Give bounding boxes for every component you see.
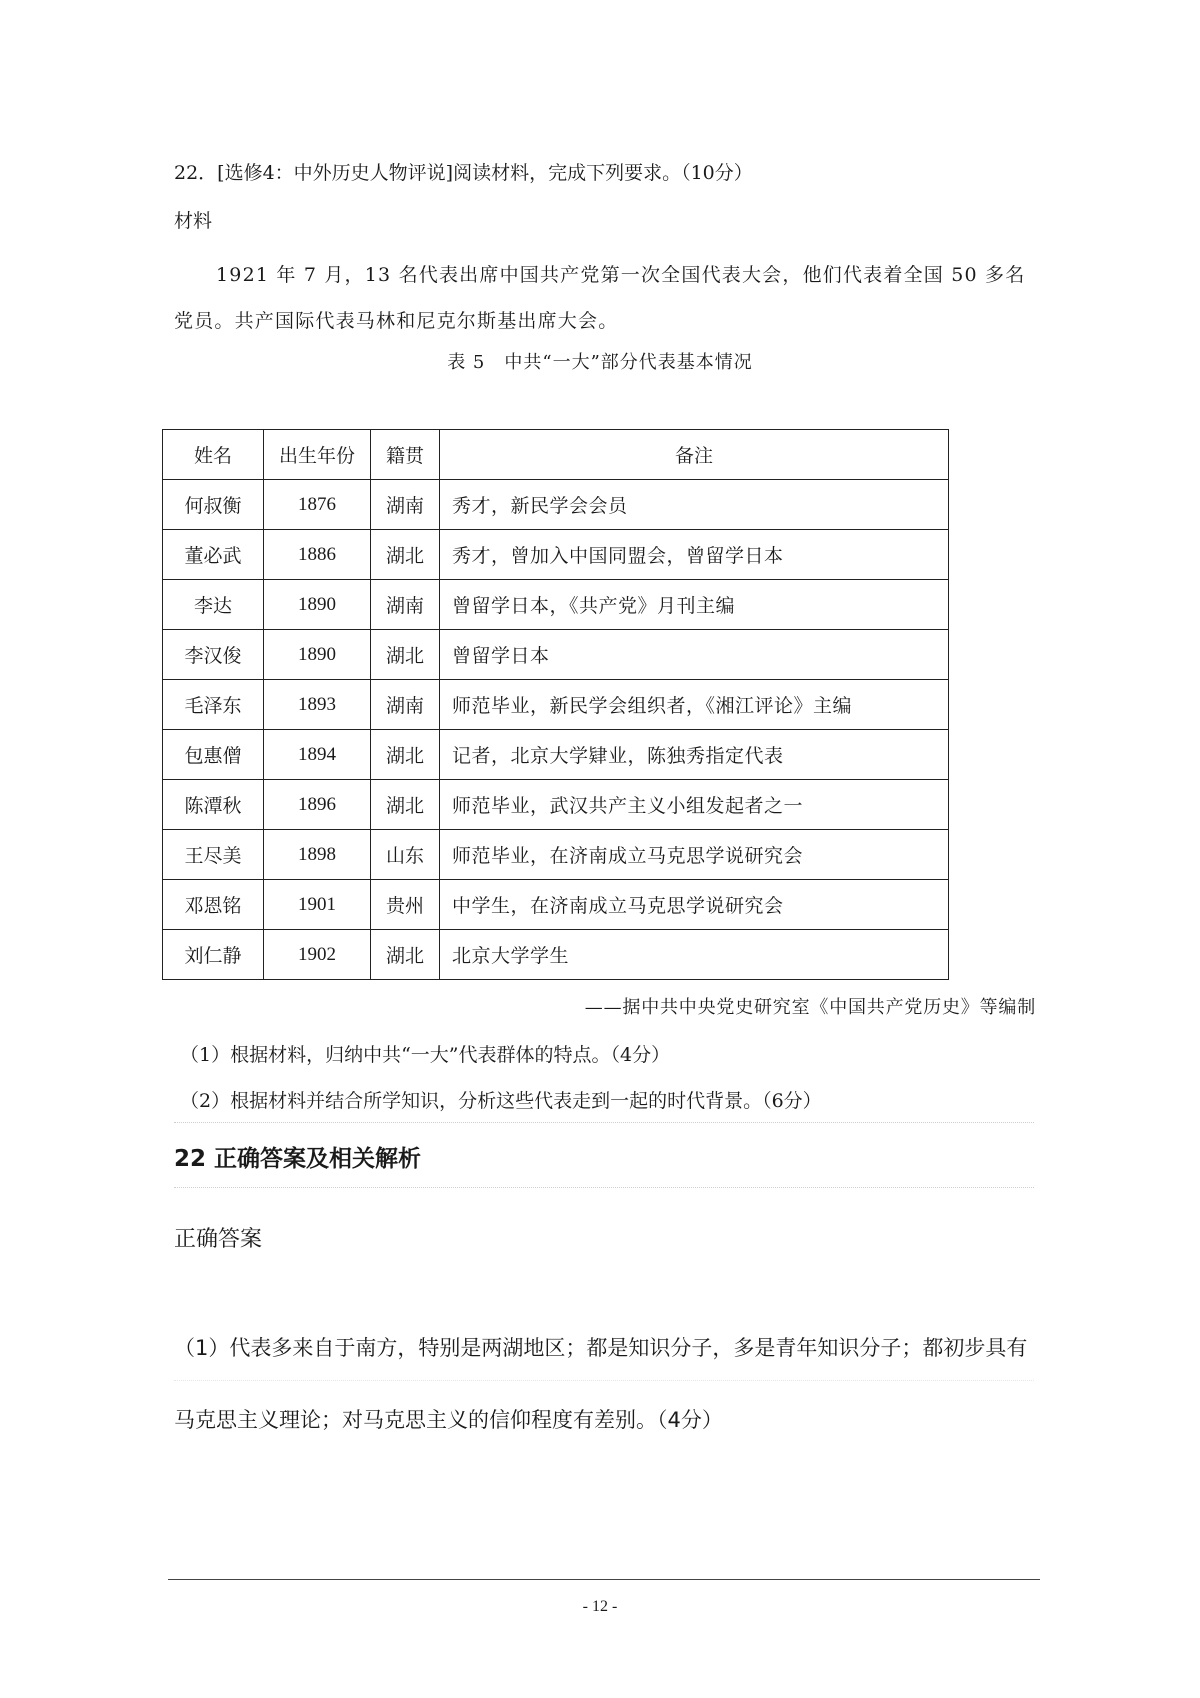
answer-heading: 22 正确答案及相关解析 [174, 1146, 422, 1172]
representatives-table [162, 429, 949, 980]
material-intro: 1921 年 7 月，13 名代表出席中国共产党第一次全国代表大会，他们代表着全国 50 多名党员。共产国际代表马林和尼克尔斯基出席大会。 [174, 264, 1026, 332]
cell-birth-year: 1898 [264, 830, 371, 880]
cell-native-place: 湖北 [371, 630, 440, 680]
answer-label: 正确答案 [174, 1227, 263, 1252]
cell-name: 包惠僧 [163, 730, 264, 780]
table-row [163, 730, 949, 780]
table-source: ——据中共中央党史研究室《中国共产党历史》等编制 [584, 997, 1036, 1018]
cell-name: 李达 [163, 580, 264, 630]
footer-rule [168, 1579, 1040, 1580]
cell-remarks: 师范毕业，在济南成立马克思学说研究会 [440, 830, 949, 880]
cell-native-place: 山东 [371, 830, 440, 880]
sub-question-1: （1）根据材料，归纳中共“一大”代表群体的特点。（4分） [180, 1044, 671, 1066]
cell-name: 刘仁静 [163, 930, 264, 980]
cell-native-place: 湖南 [371, 580, 440, 630]
cell-remarks: 曾留学日本 [440, 630, 949, 680]
cell-birth-year: 1893 [264, 680, 371, 730]
cell-native-place: 湖北 [371, 780, 440, 830]
cell-birth-year: 1890 [264, 630, 371, 680]
header-native-place: 籍贯 [371, 430, 440, 480]
table-row [163, 880, 949, 930]
cell-remarks: 师范毕业，武汉共产主义小组发起者之一 [440, 780, 949, 830]
cell-name: 王尽美 [163, 830, 264, 880]
sub-question-2: （2）根据材料并结合所学知识，分析这些代表走到一起的时代背景。（6分） [180, 1090, 822, 1112]
table-row [163, 930, 949, 980]
cell-birth-year: 1901 [264, 880, 371, 930]
cell-remarks: 记者，北京大学肄业，陈独秀指定代表 [440, 730, 949, 780]
cell-remarks: 北京大学学生 [440, 930, 949, 980]
cell-native-place: 贵州 [371, 880, 440, 930]
table-row [163, 680, 949, 730]
cell-native-place: 湖北 [371, 730, 440, 780]
material-label: 材料 [174, 210, 213, 232]
table-header-row [163, 430, 949, 480]
cell-remarks: 师范毕业，新民学会组织者，《湘江评论》主编 [440, 680, 949, 730]
table-row [163, 630, 949, 680]
cell-name: 毛泽东 [163, 680, 264, 730]
table-row [163, 480, 949, 530]
table-row [163, 780, 949, 830]
divider [174, 1380, 1034, 1381]
header-name: 姓名 [163, 430, 264, 480]
answer-text: （1）代表多来自于南方，特别是两湖地区；都是知识分子，多是青年知识分子；都初步具有马克思主义理论；对马克思主义的信仰程度有差别。（4分） [174, 1336, 1028, 1432]
cell-remarks: 秀才，曾加入中国同盟会，曾留学日本 [440, 530, 949, 580]
cell-birth-year: 1890 [264, 580, 371, 630]
cell-native-place: 湖北 [371, 530, 440, 580]
cell-birth-year: 1896 [264, 780, 371, 830]
cell-birth-year: 1902 [264, 930, 371, 980]
cell-native-place: 湖南 [371, 480, 440, 530]
table-row [163, 580, 949, 630]
cell-native-place: 湖北 [371, 930, 440, 980]
cell-remarks: 曾留学日本，《共产党》月刊主编 [440, 580, 949, 630]
table-row [163, 530, 949, 580]
cell-native-place: 湖南 [371, 680, 440, 730]
header-birth-year: 出生年份 [264, 430, 371, 480]
cell-birth-year: 1894 [264, 730, 371, 780]
cell-remarks: 中学生，在济南成立马克思学说研究会 [440, 880, 949, 930]
divider [174, 1122, 1034, 1123]
cell-name: 董必武 [163, 530, 264, 580]
cell-name: 邓恩铭 [163, 880, 264, 930]
cell-name: 陈潭秋 [163, 780, 264, 830]
cell-birth-year: 1886 [264, 530, 371, 580]
cell-birth-year: 1876 [264, 480, 371, 530]
question-title: 22．[选修4：中外历史人物评说]阅读材料，完成下列要求。（10分） [174, 162, 753, 184]
cell-name: 何叔衡 [163, 480, 264, 530]
table-caption: 表 5 中共“一大”部分代表基本情况 [447, 352, 753, 373]
header-remarks: 备注 [440, 430, 949, 480]
page-number: - 12 - [582, 1598, 618, 1615]
cell-remarks: 秀才，新民学会会员 [440, 480, 949, 530]
cell-name: 李汉俊 [163, 630, 264, 680]
table-row [163, 830, 949, 880]
divider [174, 1187, 1034, 1188]
